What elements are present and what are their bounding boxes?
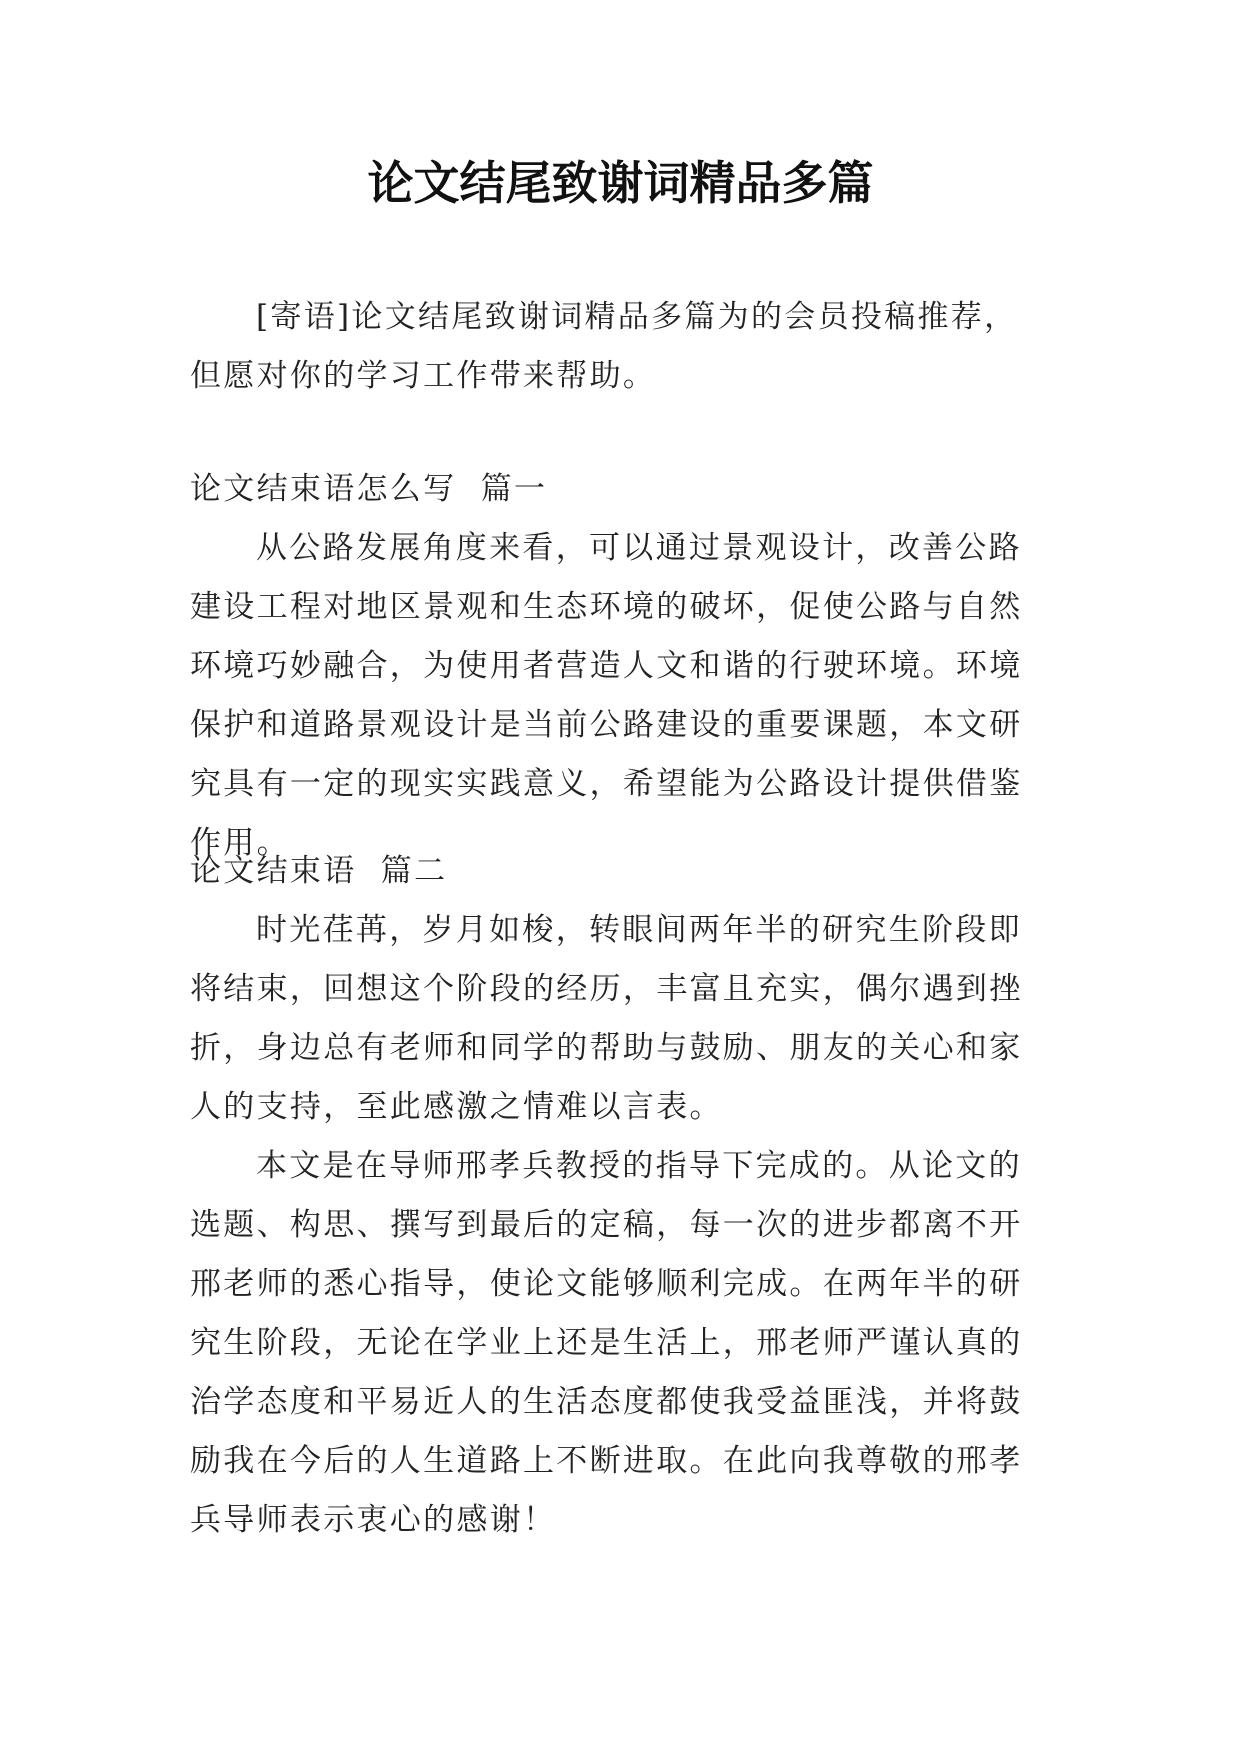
section-paragraph: 时光荏苒，岁月如梭，转眼间两年半的研究生阶段即将结束，回想这个阶段的经历，丰富且充实，偶尔遇到挫折，身边总有老师和同学的帮助与鼓励、朋友的关心和家人的支持，至此感激之情难以言表。 <box>190 912 1023 1125</box>
section-two <box>190 842 1050 1550</box>
section-paragraph: 从公路发展角度来看，可以通过景观设计，改善公路建设工程对地区景观和生态环境的破坏，促使公路与自然环境巧妙融合，为使用者营造人文和谐的行驶环境。环境保护和道路景观设计是当前公路建设的重要课题，本文研究具有一定的现实实践意义，希望能为公路设计提供借鉴作用。 <box>190 530 1023 861</box>
intro-paragraph: [寄语]论文结尾致谢词精品多篇为的会员投稿推荐，但愿对你的学习工作带来帮助。 <box>190 299 1018 394</box>
intro-block <box>190 288 1050 406</box>
document-title: 论文结尾致谢词精品多篇 <box>367 156 874 210</box>
section-one <box>190 460 1050 873</box>
section-heading: 论文结束语怎么写 篇一 <box>190 471 548 507</box>
section-heading: 论文结束语 篇二 <box>190 853 448 889</box>
section-paragraph: 本文是在导师邢孝兵教授的指导下完成的。从论文的选题、构思、撰写到最后的定稿，每一次的进步都离不开邢老师的悉心指导，使论文能够顺利完成。在两年半的研究生阶段，无论在学业上还是生活上，邢老师严谨认真的治学态度和平易近人的生活态度都使我受益匪浅，并将鼓励我在今后的人生道路上不断进取。在此向我尊敬的邢孝兵导师表示衷心的感谢！ <box>190 1148 1023 1538</box>
